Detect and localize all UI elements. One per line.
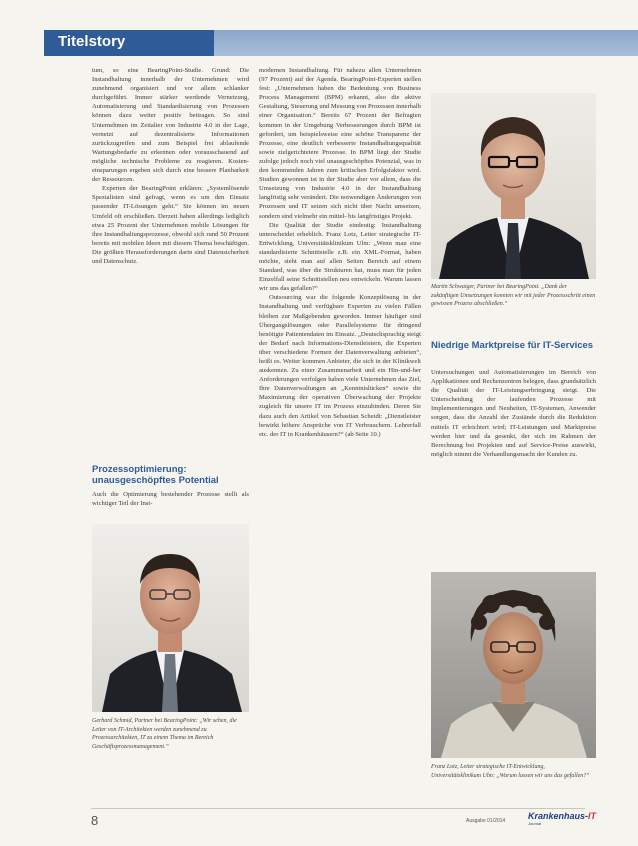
page-number: 8 <box>91 813 99 828</box>
portrait-illustration <box>431 93 596 279</box>
paragraph: Experten der BearingPoint erklären: „Systemlösende Spezialisten sind gefragt, wenn es um den Einsatz passender IT-Lösungen geht.“ Sie können im neuen Umfeld oft erschließen. Derzeit haben allerdings lediglich etwa 25 Prozent der Unternehmen mobile Lösungen für ihre Instandhaltungsprozesse, obwohl sich rund 50 Prozent bereits mit mobilen Ideen mit diesem Thema beschäftigen. Die größten Herausforderungen darin sind Datensicherheit und Datenschutz. <box>92 185 249 265</box>
footer-rule <box>91 808 585 809</box>
column-1-text <box>92 66 249 266</box>
caption-photo-right-top: Martin Schwaiger, Partner bei BearingPoint. „Dank der zukünftigen Umsetzungen konnten wir mit jeder Prozessschritt einen gewissen Prozess abschließen.“ <box>431 284 596 307</box>
photo-portrait-man-2 <box>431 93 596 279</box>
paragraph: Auch die Optimierung bestehender Prozesse stellt als wichtiger Teil der Inst- <box>92 491 249 508</box>
column-2-text <box>259 66 421 439</box>
photo-portrait-man-1 <box>92 524 249 712</box>
paragraph: Die Qualität der Studie eindeutig: Instandhaltung unterscheidet erheblich. Franz Lotz, Leiter strategische IT-Entwicklung, Universitätsklinikum Ulm: „Wenn man eine standardisierte Schnittstelle z.B. ein XML-Format, haben möchte, steht man auf allen Seiten Bereich auf einem Standard, was über die Strukturen hat, muss man für jeden Einzelfall seine Schnittstellen neu entwickeln. Warum lassen wir uns das gefallen?“ <box>259 221 421 293</box>
caption-photo-left: Gerhard Schmid, Partner bei BearingPoint: „Wir sehen, die Leiter von IT-Architekten werden zunehmend zu Prozessarchitekten, IT zu einem Thema im Bereich Geschäftsprozessmanagement.“ <box>92 718 237 750</box>
portrait-illustration <box>431 572 596 758</box>
section-title: Titelstory <box>58 33 126 50</box>
logo-wordmark <box>528 811 596 821</box>
paragraph: Untersuchungen und Automatisierungen im Bereich von Applikationen und Rechenzentren belegen, dass grundsätzlich die Qualität der IT-Leistungserbringung steigt. Die Unterscheidung der laufenden Prozesse mit Implementierungen und Neuheiten, IT-Systemen, Anwender sorgen, dass die Anzahl der Zustände durch die Reduktion mittels IT erleichtert wird; IT-Leistungen und Marktpreise werden hier und da gesenkt, der sich im Rahmen der Berechnung bei Projekten und auf Service-Preise auswirkt, möglich nimmt die Verhandlungsmacht der Kunden zu. <box>431 369 596 458</box>
paragraph: Outsourcing war die folgende Konzeptlösung in der Instandhaltung und verfügbare Experten zu vielen Fällen bleiben zur Maßgebenden geworden. Immer häufiger sind Übergangslösungen oder Parallelsysteme für dringend benötigte Patientendaten im Einsatz. „Deutschsprachig steigt der Bedarf nach Informations-Dienstleistern, die Experten über verschiedene Formen der Datenverwaltung anbieten“, heißt es. Weiter kommen Anbieter, die sich in der Klinikwelt auskennen. Zu einer Zusammenarbeit und ein Hin-und-her Anforderungen verfolgen haben viele Unternehmen das Ziel, Ihre Datenverwaltungen an „Kenntnislücken“ sowie die Maximierung der operativen Überwachung der Projekte zugleich für unsere IT im Prozess einzubinden. Deren Sie dazu auch den Artikel von Sebastian Scheidt: „Dienstleister bewirkt höhere Ansprüche von IT Verbrauchern. Lehrerfall etc. der IT in Krankenhäusern?“ (ab Seite 10.) <box>259 294 421 438</box>
subheading-market-prices: Niedrige Marktpreise für IT-Services <box>431 340 594 351</box>
subheading-process: Prozessoptimierung: unausgeschöpftes Potential <box>92 464 219 486</box>
magazine-logo <box>528 811 597 827</box>
paragraph: tum, so eine BearingPoint-Studie. Grund: Die Instandhaltung innerhalb der Unternehmen wird zunehmend organisiert und vor allem schlanker durchgeführt. Immer stärker werdende Vernetzung, Automatisierung und Standardisierung von Prozessen können dazu weiter positiv beitragen. So sind Unternehmen im Zeitalter von Industrie 4.0 in der Lage, vernetzt auf dezentralisierte Informationen zurückzugreifen und zum Beispiel frei ablaufende Wartungsbedarfe zu erkennen oder vorausschauend auf mögliche technische Probleme zu reagieren. Kosten-einsparungen ergeben sich durch eine bessere Planbarkeit der Ressourcen. <box>92 67 249 184</box>
column-1-continuation <box>92 490 249 508</box>
caption-photo-right-bottom: Franz Lotz, Leiter strategische IT-Entwicklung, Universitätsklinikum Ulm: „Warum lassen wir uns das gefallen?“ <box>431 764 590 779</box>
paragraph: modernen Instandhaltung. Für nahezu allen Unternehmen (97 Prozent) auf der Agenda. BearingPoint-Experten stellen fest: „Unternehmen haben die Bedeutung von Business Process Management (BPM) erkannt, also die aktive Gestaltung, Steuerung und Messung von Prozessen innerhalb einer Organisation.“ Bereits 67 Prozent der Befragten kommen in der Umgebung Verbesserungen durch BPM ist gefordert, um beispielsweise eine schöne Transparenz der Prozesse, eine deutlich verbesserte Instandhaltungsqualität sowie zielgerichtetere Prozesse. In BPM liegt der Studie zufolge jedoch noch viel unausgeschöpftes Potenzial, was in den kommenden Jahren zum kritischen Erfolgsfaktor wird. Studien gewonnen ist in der Studie aber vor allem, dass die Umsetzung von Industrie 4.0 in der Instandhaltung langfristig sehr verändert. Die notwendigen Änderungen von Prozessen und IT setzen sich nicht über Nacht umsetzen, sondern sind vielmehr ein mittel- bis langfristiges Projekt. <box>259 67 421 220</box>
logo-main-text: Krankenhaus- <box>528 811 589 821</box>
section-header <box>0 30 638 56</box>
photo-portrait-man-3 <box>431 572 596 758</box>
logo-accent-text: IT <box>588 811 597 821</box>
issue-label: Ausgabe 01/2014 <box>466 818 506 824</box>
logo-subtitle: Journal <box>528 821 542 826</box>
column-3-text <box>431 368 596 459</box>
portrait-illustration <box>92 524 249 712</box>
